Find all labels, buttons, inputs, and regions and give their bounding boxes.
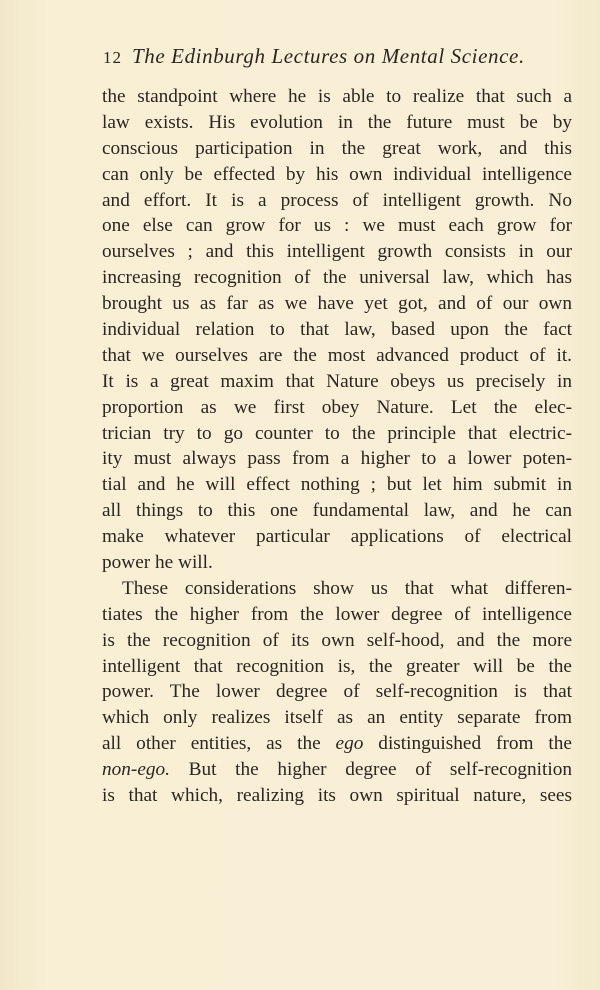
- text-segment: power he will.: [102, 552, 213, 574]
- text-segment: one else can grow for us : we must each grow for: [102, 215, 572, 237]
- text-line: [102, 524, 572, 550]
- text-segment: which only realizes itself as an entity separate from: [102, 707, 572, 729]
- text-line: [102, 576, 572, 602]
- text-line: [102, 110, 572, 136]
- text-line: [102, 679, 572, 705]
- text-segment: proportion as we first obey Nature. Let the elec-: [102, 396, 572, 418]
- text-segment: tial and he will effect nothing ; but let him submit in: [102, 474, 572, 496]
- text-segment: is the recognition of its own self-hood, and the more: [102, 629, 572, 651]
- italic-text: non-ego.: [102, 759, 171, 781]
- text-segment: intelligent that recognition is, the greater will be the: [102, 655, 572, 677]
- text-segment: the standpoint where he is able to realize that such a: [102, 86, 572, 107]
- text-line: [102, 550, 572, 576]
- text-segment: individual relation to that law, based upon the fact: [102, 319, 572, 341]
- text-line: [102, 602, 572, 628]
- text-segment: ourselves ; and this intelligent growth consists in our: [102, 241, 572, 263]
- text-line: [102, 84, 572, 110]
- text-line: [102, 654, 572, 680]
- text-line: [102, 369, 572, 395]
- text-line: [102, 265, 572, 291]
- text-segment: distinguished from the: [363, 733, 572, 755]
- text-segment: brought us as far as we have yet got, and of our own: [102, 293, 572, 315]
- text-line: [102, 291, 572, 317]
- text-line: [102, 421, 572, 447]
- text-segment: increasing recognition of the universal law, which has: [102, 267, 572, 289]
- text-line: [102, 498, 572, 524]
- text-line: [102, 446, 572, 472]
- text-segment: and effort. It is a process of intelligent growth. No: [102, 189, 572, 211]
- text-segment: that we ourselves are the most advanced product of it.: [102, 344, 572, 366]
- running-header: [103, 44, 583, 69]
- text-segment: ity must always pass from a higher to a lower poten-: [102, 448, 572, 470]
- text-line: [102, 162, 572, 188]
- text-segment: These considerations show us that what differen-: [122, 577, 572, 599]
- text-segment: can only be effected by his own individual intelligence: [102, 163, 572, 185]
- text-line: [102, 343, 572, 369]
- text-line: [102, 757, 572, 783]
- text-line: [102, 628, 572, 654]
- italic-text: ego: [335, 733, 364, 755]
- running-title: The Edinburgh Lectures on Mental Science.: [132, 44, 525, 68]
- text-segment: power. The lower degree of self-recognition is that: [102, 681, 572, 703]
- body-text: [102, 84, 572, 809]
- text-segment: all things to this one fundamental law, and he can: [102, 500, 572, 522]
- text-line: [102, 317, 572, 343]
- text-segment: make whatever particular applications of electrical: [102, 526, 572, 548]
- text-segment: tiates the higher from the lower degree of intelligence: [102, 603, 572, 625]
- text-line: [102, 731, 572, 757]
- text-line: [102, 239, 572, 265]
- text-segment: is that which, realizing its own spiritual nature, sees: [102, 785, 572, 807]
- text-line: [102, 213, 572, 239]
- text-segment: conscious participation in the great work, and this: [102, 137, 572, 159]
- text-line: [102, 705, 572, 731]
- text-segment: But the higher degree of self-recognition: [170, 759, 572, 781]
- text-line: [102, 472, 572, 498]
- text-line: [102, 136, 572, 162]
- text-line: [102, 188, 572, 214]
- text-segment: law exists. His evolution in the future must be by: [102, 111, 572, 133]
- text-segment: all other entities, as the: [102, 733, 336, 755]
- text-line: [102, 783, 572, 809]
- page-number: 12: [103, 48, 122, 67]
- text-segment: trician try to go counter to the principle that electric-: [102, 422, 572, 444]
- text-segment: It is a great maxim that Nature obeys us precisely in: [102, 370, 572, 392]
- text-line: [102, 395, 572, 421]
